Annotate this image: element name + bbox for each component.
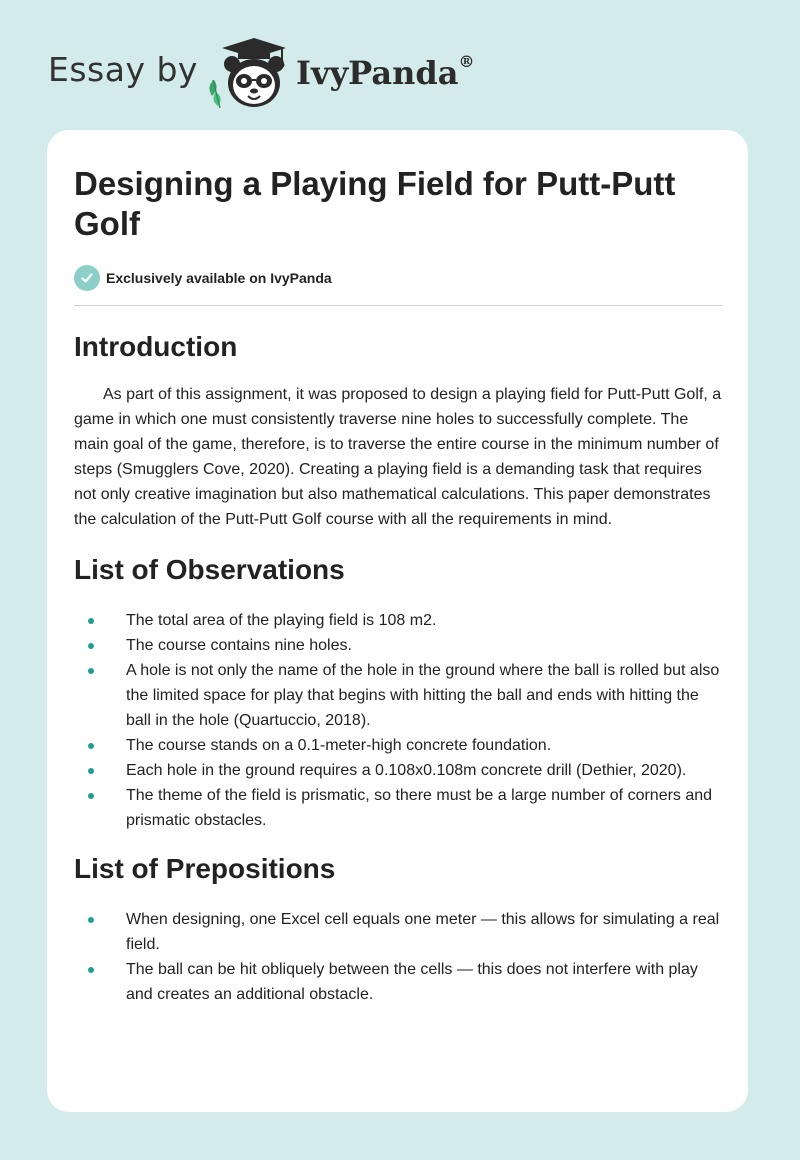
- section-heading-observations: List of Observations: [74, 554, 345, 585]
- brand-name[interactable]: [296, 54, 474, 92]
- exclusive-badge: [74, 265, 724, 291]
- list-item: The course stands on a 0.1-meter-high concrete foundation.: [74, 733, 724, 758]
- essay-content: [74, 164, 724, 1007]
- prepositions-list: [74, 907, 724, 1007]
- section-heading-prepositions: List of Prepositions: [74, 853, 336, 884]
- list-item: A hole is not only the name of the hole in the ground where the ball is rolled but also the limited space for play that begins with hitting the ball and ends with hitting the ball in the hole (Quartuccio, 2018).: [74, 658, 724, 733]
- title-divider: [74, 305, 722, 306]
- page-title: Designing a Playing Field for Putt-Putt Golf: [74, 165, 676, 242]
- list-item: Each hole in the ground requires a 0.108x0.108m concrete drill (Dethier, 2020).: [74, 758, 724, 783]
- essay-card: [47, 130, 748, 1112]
- essay-by-label: Essay by: [48, 50, 198, 89]
- check-icon: [74, 265, 100, 291]
- site-header: [48, 36, 528, 110]
- list-item: The theme of the field is prismatic, so there must be a large number of corners and prismatic obstacles.: [74, 783, 724, 833]
- brand-name-text: IvyPanda: [296, 54, 459, 92]
- panda-logo-icon[interactable]: [202, 36, 294, 110]
- section-heading-introduction: Introduction: [74, 331, 238, 362]
- list-item: The ball can be hit obliquely between the cells — this does not interfere with play and creates an additional obstacle.: [74, 957, 724, 1007]
- list-item: The total area of the playing field is 108 m2.: [74, 608, 724, 633]
- list-item: The course contains nine holes.: [74, 633, 724, 658]
- exclusive-label: Exclusively available on IvyPanda: [106, 270, 332, 286]
- registered-mark: ®: [458, 52, 475, 71]
- observations-list: [74, 608, 724, 833]
- list-item: When designing, one Excel cell equals one meter — this allows for simulating a real field.: [74, 907, 724, 957]
- introduction-paragraph: As part of this assignment, it was proposed to design a playing field for Putt-Putt Golf, a game in which one must consistently traverse nine holes to successfully complete. The main goal of the game, therefore, is to traverse the entire course in the minimum number of steps (Smugglers Cove, 2020). Creating a playing field is a demanding task that requires not only creative imagination but also mathematical calculations. This paper demonstrates the calculation of the Putt-Putt Golf course with all the requirements in mind.: [74, 386, 722, 528]
